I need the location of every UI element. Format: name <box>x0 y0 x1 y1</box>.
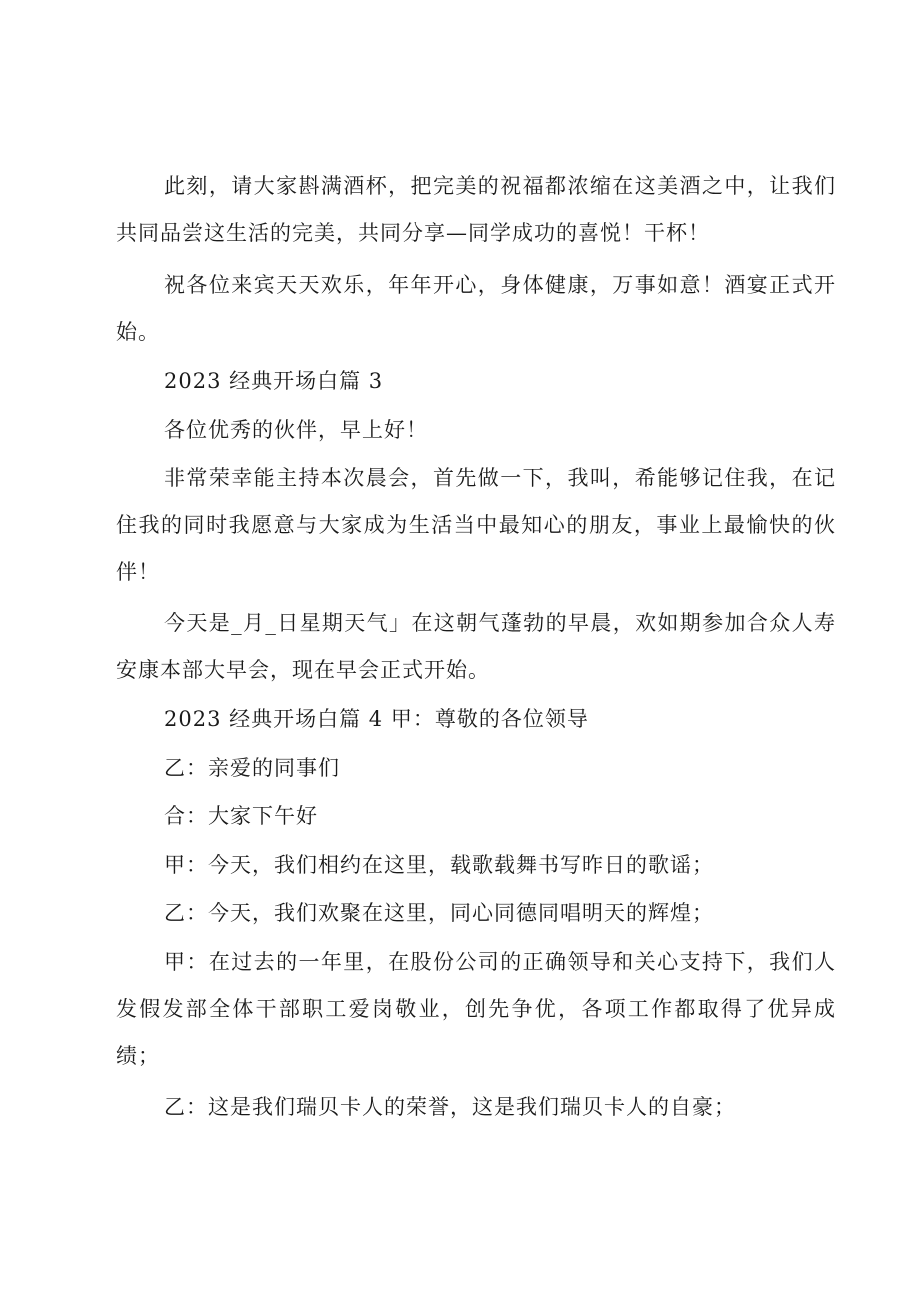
section-heading-3: 2023 经典开场白篇 3 <box>164 369 384 393</box>
paragraph-greeting: 各位优秀的伙伴，早上好！ <box>164 418 428 442</box>
paragraph-opening-announcement: 祝各位来宾天天欢乐，年年开心，身体健康，万事如意！酒宴正式开始。 <box>116 273 836 344</box>
dialogue-line-jia-1: 甲：今天，我们相约在这里，载歌载舞书写昨日的歌谣； <box>164 853 714 877</box>
paragraph-self-introduction: 非常荣幸能主持本次晨会，首先做一下，我叫，希能够记住我，在记住我的同时我愿意与大家成为生活当中最知心的朋友，事业上最愉快的伙伴！ <box>116 466 836 584</box>
dialogue-line-yi-2: 乙：今天，我们欢聚在这里，同心同德同唱明天的辉煌； <box>164 901 714 925</box>
section-heading-4: 2023 经典开场白篇 4 甲：尊敬的各位领导 <box>164 707 589 731</box>
paragraph-date-announcement: 今天是_月_日星期天气」在这朝气蓬勃的早晨，欢如期参加合众人寿安康本部大早会，现在早会正式开始。 <box>116 611 836 682</box>
dialogue-line-yi-1: 乙：亲爱的同事们 <box>164 756 340 780</box>
dialogue-line-yi-3: 乙：这是我们瑞贝卡人的荣誉，这是我们瑞贝卡人的自豪； <box>164 1095 736 1119</box>
paragraph-toast: 此刻，请大家斟满酒杯，把完美的祝福都浓缩在这美酒之中，让我们共同品尝这生活的完美，共同分享—同学成功的喜悦！干杯！ <box>116 174 836 245</box>
dialogue-line-he: 合：大家下午好 <box>164 804 318 828</box>
dialogue-line-jia-2: 甲：在过去的一年里，在股份公司的正确领导和关心支持下，我们人发假发部全体干部职工爱岗敬业，创先争优，各项工作都取得了优异成绩； <box>116 950 836 1068</box>
